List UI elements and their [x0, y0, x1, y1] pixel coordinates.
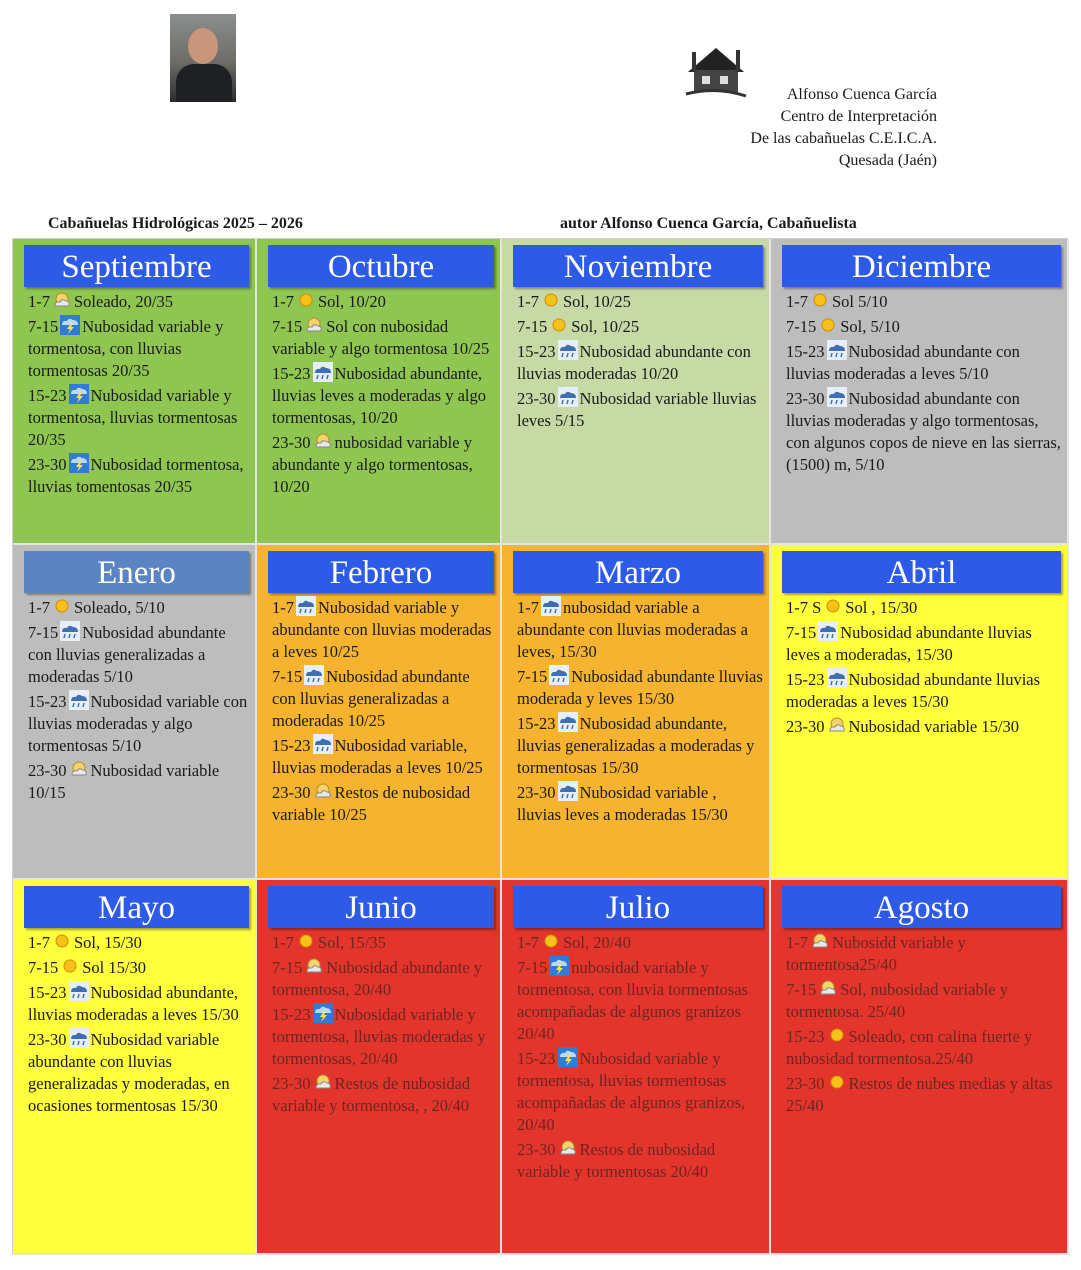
forecast-text: Sol, 20/40	[563, 933, 631, 952]
forecast-text: nubosidad variable y abundante y algo tormentosas, 10/20	[272, 433, 473, 496]
document-author: autor Alfonso Cuenca García, Cabañuelista	[560, 215, 857, 232]
day-range: 7-15	[272, 958, 303, 977]
day-range: 15-23	[786, 670, 825, 689]
sun-cloud-icon	[304, 956, 324, 976]
storm-icon	[549, 956, 569, 976]
forecast-line	[786, 931, 1061, 976]
forecast-text: Nubosidad tormentosa, lluvias tomentosas 20/35	[28, 455, 244, 496]
forecast-line	[28, 956, 249, 979]
forecast-text: Restos de nubosidad variable y tormentosas 20/40	[517, 1140, 716, 1181]
day-range: 15-23	[786, 342, 825, 361]
day-range: 1-7	[786, 292, 808, 311]
day-range: 15-23	[517, 714, 556, 733]
day-range: 15-23	[786, 1027, 825, 1046]
forecast-text: Nubosidad abundante con lluvias generalizadas a moderadas 5/10	[28, 623, 226, 686]
month-cell-abril	[771, 545, 1069, 880]
forecast-line	[272, 362, 494, 429]
day-range: 23-30	[272, 433, 311, 452]
forecast-line	[786, 621, 1061, 666]
cabin-logo-icon	[684, 42, 748, 100]
day-range: 7-15	[517, 317, 548, 336]
forecast-text: Nubosidad variable y tormentosa, lluvias tormentosas 20/35	[28, 386, 238, 449]
month-cell-diciembre	[771, 239, 1069, 545]
day-range: 1-7	[272, 933, 294, 952]
month-title: Noviembre	[513, 245, 763, 287]
photo-head	[188, 28, 218, 64]
month-title: Julio	[513, 886, 763, 928]
day-range: 23-30	[786, 717, 825, 736]
forecast-line	[517, 387, 763, 432]
storm-icon	[313, 1003, 333, 1023]
sun-icon	[818, 315, 838, 335]
forecast-line	[517, 1047, 763, 1136]
forecast-text: Nubosidad variable y tormentosa, lluvias tormentosas acompañadas de algunos granizos, 20/40	[517, 1049, 746, 1134]
photo-body	[176, 64, 232, 102]
sun-icon	[60, 956, 80, 976]
sun-icon	[810, 290, 830, 310]
month-cell-enero	[13, 545, 257, 880]
sun-icon	[541, 290, 561, 310]
month-cell-mayo	[13, 880, 257, 1255]
day-range: 15-23	[28, 386, 67, 405]
month-cell-febrero	[257, 545, 502, 880]
forecast-line	[28, 690, 249, 757]
forecast-line	[517, 596, 763, 663]
forecast-text: Soleado, 20/35	[74, 292, 173, 311]
forecast-line	[786, 668, 1061, 713]
day-range: 15-23	[272, 364, 311, 383]
sun-cloud-icon	[69, 759, 89, 779]
forecast-line	[28, 453, 249, 498]
forecast-line	[272, 781, 494, 826]
month-title: Octubre	[268, 245, 494, 287]
sun-cloud-icon	[313, 781, 333, 801]
day-range: 23-30	[28, 455, 67, 474]
forecast-text: nubosidad variable y tormentosa, con lluvia tormentosas acompañadas de algunos granizos 20/40	[517, 958, 748, 1043]
month-title: Abril	[782, 551, 1061, 593]
forecast-line	[28, 621, 249, 688]
forecast-line	[517, 956, 763, 1045]
forecast-text: Nubosidad variable, lluvias moderadas a leves 10/25	[272, 736, 483, 777]
day-range: 1-7	[28, 598, 50, 617]
month-title: Junio	[268, 886, 494, 928]
forecast-line	[272, 1072, 494, 1117]
forecast-text: Sol , 15/30	[845, 598, 918, 617]
forecast-line	[517, 315, 763, 338]
rain-cloud-icon	[541, 596, 561, 616]
day-range: 7-15	[517, 958, 548, 977]
rain-cloud-icon	[558, 340, 578, 360]
rain-cloud-icon	[296, 596, 316, 616]
month-cell-septiembre	[13, 239, 257, 545]
day-range: 23-30	[517, 389, 556, 408]
day-range: 1-7	[272, 598, 294, 617]
rain-cloud-icon	[313, 734, 333, 754]
forecast-line	[517, 1138, 763, 1183]
forecast-text: Nubosidad variable abundante con lluvias generalizadas y moderadas, en ocasiones tormentosas 15/30	[28, 1030, 230, 1115]
month-title: Diciembre	[782, 245, 1061, 287]
forecast-text: Soleado, con calina fuerte y nubosidad tormentosa.25/40	[786, 1027, 1033, 1068]
org-line: Centro de Interpretación	[780, 108, 937, 125]
forecast-line	[28, 981, 249, 1026]
forecast-text: Nubosidad abundante, lluvias generalizadas a moderadas y tormentosas 15/30	[517, 714, 755, 777]
forecast-text: Nubosidad abundante con lluvias generalizadas a moderadas 10/25	[272, 667, 470, 730]
day-range: 23-30	[272, 1074, 311, 1093]
storm-icon	[558, 1047, 578, 1067]
forecast-text: Sol 15/30	[82, 958, 146, 977]
sun-icon	[541, 931, 561, 951]
forecast-line	[272, 596, 494, 663]
forecast-line	[786, 340, 1061, 385]
rain-cloud-icon	[558, 387, 578, 407]
forecast-line	[786, 1072, 1061, 1117]
forecast-text: Nubosidad variable y abundante con lluvias moderadas a leves 10/25	[272, 598, 492, 661]
rain-cloud-icon	[558, 712, 578, 732]
rain-cloud-icon	[304, 665, 324, 685]
day-range: 1-7	[517, 933, 539, 952]
rain-cloud-icon	[827, 340, 847, 360]
forecast-text: Soleado, 5/10	[74, 598, 165, 617]
org-line: Quesada (Jaén)	[838, 152, 937, 169]
rain-cloud-icon	[69, 1028, 89, 1048]
forecast-line	[272, 734, 494, 779]
day-range: 1-7 S	[786, 598, 822, 617]
sun-icon	[296, 931, 316, 951]
day-range: 15-23	[28, 983, 67, 1002]
storm-icon	[69, 453, 89, 473]
rain-cloud-icon	[549, 665, 569, 685]
month-cell-julio	[502, 880, 771, 1255]
forecast-line	[28, 384, 249, 451]
forecast-text: nubosidad variable a abundante con lluvias moderadas a leves, 15/30	[517, 598, 748, 661]
day-range: 23-30	[28, 761, 67, 780]
forecast-text: Nubosidad abundante y tormentosa, 20/40	[272, 958, 483, 999]
forecast-line	[28, 759, 249, 804]
day-range: 7-15	[786, 317, 817, 336]
month-title: Septiembre	[24, 245, 249, 287]
forecast-text: Nubosidad abundante, lluvias moderadas a leves 15/30	[28, 983, 239, 1024]
forecast-line	[28, 596, 249, 619]
forecast-line	[517, 340, 763, 385]
month-title: Mayo	[24, 886, 249, 928]
day-range: 15-23	[517, 342, 556, 361]
day-range: 23-30	[28, 1030, 67, 1049]
sun-icon	[549, 315, 569, 335]
day-range: 15-23	[517, 1049, 556, 1068]
sun-icon	[296, 290, 316, 310]
forecast-text: Restos de nubosidad variable y tormentosa, , 20/40	[272, 1074, 471, 1115]
forecast-text: Sol, 10/20	[318, 292, 386, 311]
forecast-text: Nubosidd variable y tormentosa25/40	[786, 933, 966, 974]
month-cell-junio	[257, 880, 502, 1255]
sun-cloud-icon	[558, 1138, 578, 1158]
rain-cloud-icon	[69, 981, 89, 1001]
day-range: 7-15	[28, 623, 59, 642]
month-cell-noviembre	[502, 239, 771, 545]
rain-cloud-icon	[818, 621, 838, 641]
forecast-text: Sol, 10/25	[571, 317, 640, 336]
day-range: 7-15	[786, 980, 817, 999]
forecast-text: Nubosidad variable lluvias leves 5/15	[517, 389, 757, 430]
forecast-line	[786, 596, 1061, 619]
month-cell-agosto	[771, 880, 1069, 1255]
forecast-line	[272, 956, 494, 1001]
forecast-line	[272, 931, 494, 954]
forecast-text: Nubosidad abundante lluvias leves a moderadas, 15/30	[786, 623, 1032, 664]
forecast-text: Sol, nubosidad variable y tormentosa. 25/40	[786, 980, 1008, 1021]
rain-cloud-icon	[827, 387, 847, 407]
day-range: 23-30	[517, 783, 556, 802]
forecast-text: Sol, 15/30	[74, 933, 142, 952]
day-range: 23-30	[786, 389, 825, 408]
forecast-text: Restos de nubosidad variable 10/25	[272, 783, 471, 824]
forecast-text: Sol, 10/25	[563, 292, 631, 311]
day-range: 1-7	[28, 292, 50, 311]
rain-cloud-icon	[313, 362, 333, 382]
sun-cloud-icon	[827, 715, 847, 735]
forecast-line	[272, 315, 494, 360]
forecast-line	[517, 290, 763, 313]
calendar-grid	[12, 238, 1068, 1254]
day-range: 23-30	[517, 1140, 556, 1159]
document-title: Cabañuelas Hidrológicas 2025 – 2026	[48, 215, 303, 232]
forecast-text: Nubosidad variable 10/15	[28, 761, 220, 802]
day-range: 1-7	[517, 598, 539, 617]
forecast-text: Nubosidad variable y tormentosa, con lluvias tormentosas 20/35	[28, 317, 224, 380]
day-range: 23-30	[272, 783, 311, 802]
forecast-text: Sol 5/10	[832, 292, 888, 311]
forecast-line	[786, 290, 1061, 313]
forecast-line	[786, 315, 1061, 338]
day-range: 7-15	[786, 623, 817, 642]
forecast-text: Nubosidad abundante con lluvias moderadas 10/20	[517, 342, 751, 383]
forecast-text: Sol, 15/35	[318, 933, 386, 952]
forecast-line	[28, 1028, 249, 1117]
forecast-text: Nubosidad variable con lluvias moderadas y algo tormentosas 5/10	[28, 692, 248, 755]
day-range: 7-15	[517, 667, 548, 686]
forecast-text: Nubosidad abundante, lluvias leves a moderadas y algo tormentosas, 10/20	[272, 364, 486, 427]
forecast-line	[28, 931, 249, 954]
sun-icon	[827, 1025, 847, 1045]
forecast-line	[28, 290, 249, 313]
forecast-line	[272, 665, 494, 732]
day-range: 1-7	[786, 933, 808, 952]
forecast-text: Nubosidad variable , lluvias leves a moderadas 15/30	[517, 783, 728, 824]
forecast-line	[786, 715, 1061, 738]
rain-cloud-icon	[827, 668, 847, 688]
day-range: 7-15	[28, 958, 59, 977]
forecast-line	[272, 1003, 494, 1070]
month-title: Febrero	[268, 551, 494, 593]
forecast-line	[517, 931, 763, 954]
sun-cloud-icon	[810, 931, 830, 951]
month-title: Agosto	[782, 886, 1061, 928]
org-line: Alfonso Cuenca García	[786, 86, 937, 103]
forecast-text: Nubosidad abundante con lluvias moderadas a leves 5/10	[786, 342, 1020, 383]
sun-cloud-icon	[313, 1072, 333, 1092]
day-range: 23-30	[786, 1074, 825, 1093]
forecast-line	[272, 431, 494, 498]
storm-icon	[69, 384, 89, 404]
forecast-text: Nubosidad variable y tormentosa, lluvias moderadas y tormentosas, 20/40	[272, 1005, 486, 1068]
forecast-text: Sol con nubosidad variable y algo tormentosa 10/25	[272, 317, 490, 358]
forecast-text: Nubosidad abundante con lluvias moderadas y algo tormentosas, con algunos copos de nieve en las sierras, (1500) m, 5/10	[786, 389, 1061, 474]
forecast-line	[786, 978, 1061, 1023]
organization-block	[750, 84, 937, 172]
sun-cloud-icon	[313, 431, 333, 451]
sun-icon	[52, 596, 72, 616]
month-title: Marzo	[513, 551, 763, 593]
forecast-line	[272, 290, 494, 313]
day-range: 15-23	[28, 692, 67, 711]
forecast-line	[517, 665, 763, 710]
forecast-text: Sol, 5/10	[840, 317, 900, 336]
forecast-line	[786, 387, 1061, 476]
forecast-text: Nubosidad abundante lluvias moderada y leves 15/30	[517, 667, 763, 708]
forecast-text: Nubosidad abundante lluvias moderadas a leves 15/30	[786, 670, 1041, 711]
month-title: Enero	[24, 551, 249, 593]
rain-cloud-icon	[69, 690, 89, 710]
day-range: 1-7	[272, 292, 294, 311]
forecast-text: Restos de nubes medias y altas 25/40	[786, 1074, 1053, 1115]
month-cell-octubre	[257, 239, 502, 545]
day-range: 7-15	[272, 667, 303, 686]
sun-cloud-icon	[52, 290, 72, 310]
sun-cloud-icon	[304, 315, 324, 335]
sun-icon	[52, 931, 72, 951]
forecast-line	[517, 712, 763, 779]
day-range: 7-15	[272, 317, 303, 336]
day-range: 1-7	[517, 292, 539, 311]
day-range: 15-23	[272, 736, 311, 755]
sun-icon	[827, 1072, 847, 1092]
day-range: 1-7	[28, 933, 50, 952]
sun-icon	[823, 596, 843, 616]
forecast-text: Nubosidad variable 15/30	[848, 717, 1019, 736]
storm-icon	[60, 315, 80, 335]
forecast-line	[517, 781, 763, 826]
sun-cloud-icon	[818, 978, 838, 998]
org-line: De las cabañuelas C.E.I.C.A.	[750, 130, 937, 147]
rain-cloud-icon	[558, 781, 578, 801]
forecast-line	[28, 315, 249, 382]
month-cell-marzo	[502, 545, 771, 880]
rain-cloud-icon	[60, 621, 80, 641]
forecast-line	[786, 1025, 1061, 1070]
day-range: 7-15	[28, 317, 59, 336]
author-photo	[170, 14, 236, 102]
day-range: 15-23	[272, 1005, 311, 1024]
